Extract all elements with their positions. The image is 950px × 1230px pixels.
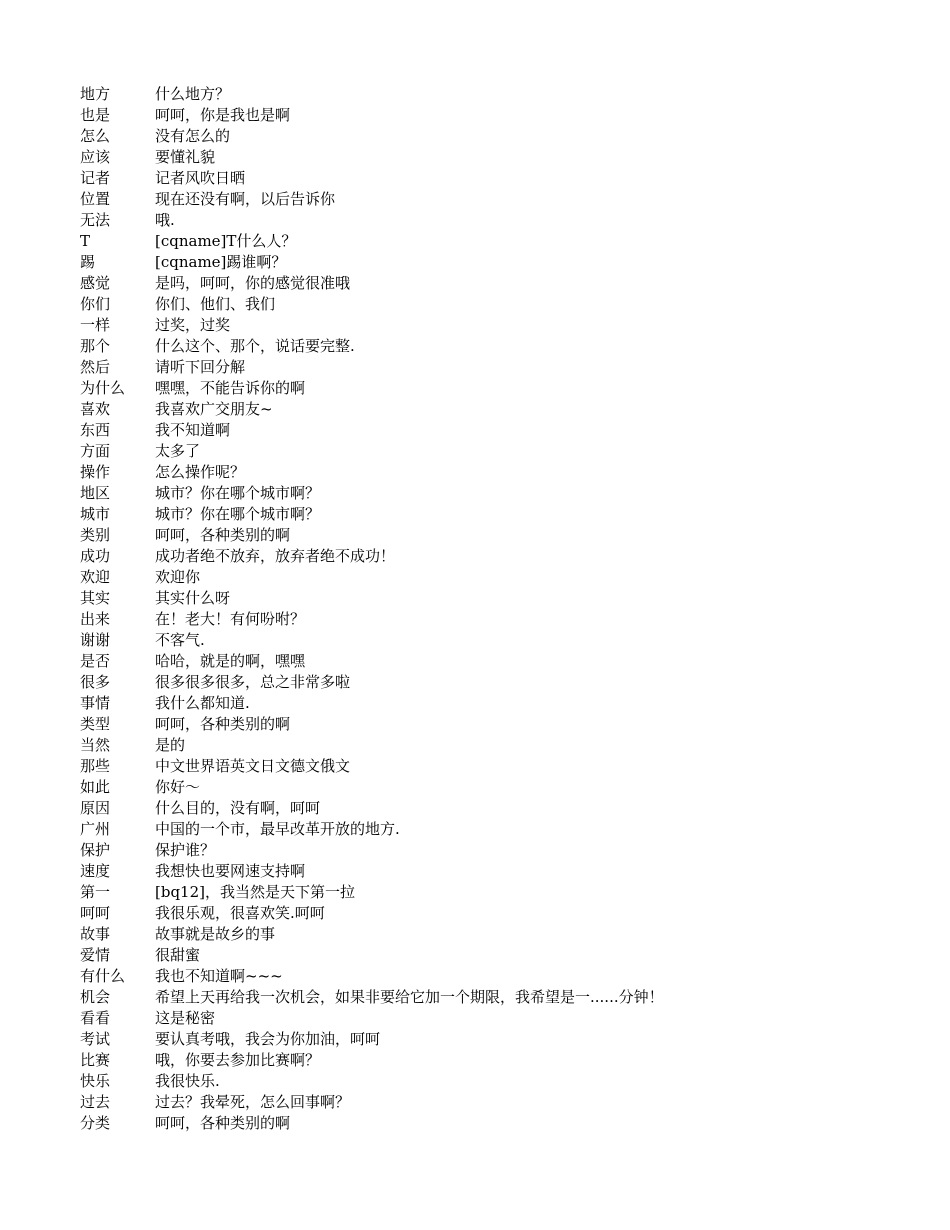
reply-text: 太多了 bbox=[155, 442, 201, 460]
reply-text: 我喜欢广交朋友~ bbox=[155, 400, 273, 418]
keyword-text: 呵呵 bbox=[80, 904, 111, 922]
keyword-text: 为什么 bbox=[80, 379, 126, 397]
reply-text: 呵呵，各种类别的啊 bbox=[155, 526, 291, 544]
keyword-text: 是否 bbox=[80, 652, 111, 670]
list-item bbox=[80, 252, 920, 273]
list-item bbox=[80, 336, 920, 357]
list-item bbox=[80, 861, 920, 882]
keyword-text: 应该 bbox=[80, 148, 111, 166]
reply-text: 哈哈，就是的啊，嘿嘿 bbox=[155, 652, 306, 670]
reply-text: 我很乐观，很喜欢笑.呵呵 bbox=[155, 904, 325, 922]
reply-text: 中国的一个市，最早改革开放的地方. bbox=[155, 820, 400, 838]
list-item bbox=[80, 231, 920, 252]
keyword-text: 谢谢 bbox=[80, 631, 111, 649]
list-item bbox=[80, 987, 920, 1008]
reply-text: 希望上天再给我一次机会，如果非要给它加一个期限，我希望是一......分钟！ bbox=[155, 988, 664, 1006]
reply-text: 很甜蜜 bbox=[155, 946, 201, 964]
keyword-text: 也是 bbox=[80, 106, 111, 124]
reply-text: 中文世界语英文日文德文俄文 bbox=[155, 757, 351, 775]
list-item bbox=[80, 1071, 920, 1092]
list-item bbox=[80, 651, 920, 672]
reply-text: 什么地方？ bbox=[155, 85, 231, 103]
list-item bbox=[80, 420, 920, 441]
list-item bbox=[80, 1113, 920, 1134]
keyword-text: 东西 bbox=[80, 421, 111, 439]
keyword-text: 怎么 bbox=[80, 127, 111, 145]
reply-text: 很多很多很多，总之非常多啦 bbox=[155, 673, 351, 691]
reply-text: 故事就是故乡的事 bbox=[155, 925, 276, 943]
keyword-text: 当然 bbox=[80, 736, 111, 754]
reply-text: 保护谁？ bbox=[155, 841, 216, 859]
list-item bbox=[80, 147, 920, 168]
list-item bbox=[80, 315, 920, 336]
keyword-text: 广州 bbox=[80, 820, 111, 838]
reply-text: 没有怎么的 bbox=[155, 127, 231, 145]
reply-text: 我很快乐. bbox=[155, 1072, 220, 1090]
keyword-text: 然后 bbox=[80, 358, 111, 376]
keyword-text: 一样 bbox=[80, 316, 111, 334]
list-item bbox=[80, 105, 920, 126]
reply-text: 哦. bbox=[155, 211, 175, 229]
keyword-text: 第一 bbox=[80, 883, 111, 901]
keyword-text: 那个 bbox=[80, 337, 111, 355]
reply-text: 怎么操作呢？ bbox=[155, 463, 246, 481]
list-item bbox=[80, 714, 920, 735]
list-item bbox=[80, 483, 920, 504]
reply-text: 我什么都知道. bbox=[155, 694, 250, 712]
list-item bbox=[80, 1008, 920, 1029]
list-item bbox=[80, 441, 920, 462]
reply-text: 过去？我晕死，怎么回事啊？ bbox=[155, 1093, 351, 1111]
list-item bbox=[80, 126, 920, 147]
keyword-text: 地区 bbox=[80, 484, 111, 502]
reply-text: 在！老大！有何吩咐？ bbox=[155, 610, 306, 628]
list-item bbox=[80, 966, 920, 987]
list-item bbox=[80, 882, 920, 903]
list-item bbox=[80, 399, 920, 420]
list-item bbox=[80, 273, 920, 294]
reply-text: 要懂礼貌 bbox=[155, 148, 216, 166]
reply-text: 嘿嘿，不能告诉你的啊 bbox=[155, 379, 306, 397]
reply-text: [bq12]，我当然是天下第一拉 bbox=[155, 883, 355, 901]
reply-text: [cqname]T什么人？ bbox=[155, 232, 297, 250]
keyword-text: 记者 bbox=[80, 169, 111, 187]
keyword-text: 机会 bbox=[80, 988, 111, 1006]
keyword-text: 其实 bbox=[80, 589, 111, 607]
keyword-text: 分类 bbox=[80, 1114, 111, 1132]
keyword-text: 很多 bbox=[80, 673, 111, 691]
keyword-text: 出来 bbox=[80, 610, 111, 628]
list-item bbox=[80, 756, 920, 777]
reply-text: 呵呵，你是我也是啊 bbox=[155, 106, 291, 124]
list-item bbox=[80, 609, 920, 630]
keyword-text: 比赛 bbox=[80, 1051, 111, 1069]
list-item bbox=[80, 189, 920, 210]
keyword-text: 考试 bbox=[80, 1030, 111, 1048]
reply-text: 不客气. bbox=[155, 631, 205, 649]
reply-text: 请听下回分解 bbox=[155, 358, 246, 376]
list-item bbox=[80, 1050, 920, 1071]
list-item bbox=[80, 588, 920, 609]
reply-text: 现在还没有啊，以后告诉你 bbox=[155, 190, 336, 208]
keyword-text: 速度 bbox=[80, 862, 111, 880]
list-item bbox=[80, 840, 920, 861]
reply-text: 什么这个、那个，说话要完整. bbox=[155, 337, 355, 355]
keyword-text: 有什么 bbox=[80, 967, 126, 985]
reply-text: 成功者绝不放弃，放弃者绝不成功！ bbox=[155, 547, 396, 565]
list-item bbox=[80, 672, 920, 693]
reply-text: 呵呵，各种类别的啊 bbox=[155, 715, 291, 733]
list-item bbox=[80, 945, 920, 966]
keyword-text: 城市 bbox=[80, 505, 111, 523]
reply-text: 城市？你在哪个城市啊？ bbox=[155, 505, 321, 523]
reply-text: 我不知道啊 bbox=[155, 421, 231, 439]
list-item bbox=[80, 798, 920, 819]
reply-text: 你们、他们、我们 bbox=[155, 295, 276, 313]
reply-text: 过奖，过奖 bbox=[155, 316, 231, 334]
keyword-text: T bbox=[80, 232, 91, 250]
reply-text: 我想快也要网速支持啊 bbox=[155, 862, 306, 880]
reply-text: 欢迎你 bbox=[155, 568, 201, 586]
list-item bbox=[80, 777, 920, 798]
keyword-text: 事情 bbox=[80, 694, 111, 712]
list-item bbox=[80, 84, 920, 105]
keyword-text: 你们 bbox=[80, 295, 111, 313]
reply-text: 你好～ bbox=[155, 778, 201, 796]
reply-text: 要认真考哦，我会为你加油，呵呵 bbox=[155, 1030, 381, 1048]
list-item bbox=[80, 1092, 920, 1113]
list-item bbox=[80, 462, 920, 483]
keyword-text: 成功 bbox=[80, 547, 111, 565]
keyword-text: 类型 bbox=[80, 715, 111, 733]
keyword-text: 喜欢 bbox=[80, 400, 111, 418]
keyword-text: 位置 bbox=[80, 190, 111, 208]
list-item bbox=[80, 735, 920, 756]
keyword-text: 原因 bbox=[80, 799, 111, 817]
list-item bbox=[80, 357, 920, 378]
keyword-text: 过去 bbox=[80, 1093, 111, 1111]
list-item bbox=[80, 210, 920, 231]
keyword-text: 无法 bbox=[80, 211, 111, 229]
keyword-text: 那些 bbox=[80, 757, 111, 775]
list-item bbox=[80, 1029, 920, 1050]
list-item bbox=[80, 630, 920, 651]
keyword-reply-list bbox=[80, 84, 920, 1134]
list-item bbox=[80, 525, 920, 546]
keyword-text: 故事 bbox=[80, 925, 111, 943]
reply-text: 是吗，呵呵，你的感觉很准哦 bbox=[155, 274, 351, 292]
reply-text: [cqname]踢谁啊？ bbox=[155, 253, 287, 271]
keyword-text: 欢迎 bbox=[80, 568, 111, 586]
list-item bbox=[80, 378, 920, 399]
keyword-text: 爱情 bbox=[80, 946, 111, 964]
reply-text: 记者风吹日晒 bbox=[155, 169, 246, 187]
reply-text: 这是秘密 bbox=[155, 1009, 216, 1027]
list-item bbox=[80, 567, 920, 588]
keyword-text: 地方 bbox=[80, 85, 111, 103]
keyword-text: 类别 bbox=[80, 526, 111, 544]
keyword-text: 如此 bbox=[80, 778, 111, 796]
reply-text: 城市？你在哪个城市啊？ bbox=[155, 484, 321, 502]
keyword-text: 看看 bbox=[80, 1009, 111, 1027]
reply-text: 呵呵，各种类别的啊 bbox=[155, 1114, 291, 1132]
list-item bbox=[80, 693, 920, 714]
keyword-text: 保护 bbox=[80, 841, 111, 859]
keyword-text: 感觉 bbox=[80, 274, 111, 292]
keyword-text: 踢 bbox=[80, 253, 96, 271]
list-item bbox=[80, 546, 920, 567]
list-item bbox=[80, 168, 920, 189]
list-item bbox=[80, 504, 920, 525]
keyword-text: 操作 bbox=[80, 463, 111, 481]
keyword-text: 方面 bbox=[80, 442, 111, 460]
reply-text: 我也不知道啊~~~ bbox=[155, 967, 283, 985]
reply-text: 是的 bbox=[155, 736, 186, 754]
reply-text: 其实什么呀 bbox=[155, 589, 231, 607]
reply-text: 哦，你要去参加比赛啊？ bbox=[155, 1051, 321, 1069]
list-item bbox=[80, 903, 920, 924]
keyword-text: 快乐 bbox=[80, 1072, 111, 1090]
list-item bbox=[80, 294, 920, 315]
list-item bbox=[80, 819, 920, 840]
list-item bbox=[80, 924, 920, 945]
reply-text: 什么目的，没有啊，呵呵 bbox=[155, 799, 321, 817]
